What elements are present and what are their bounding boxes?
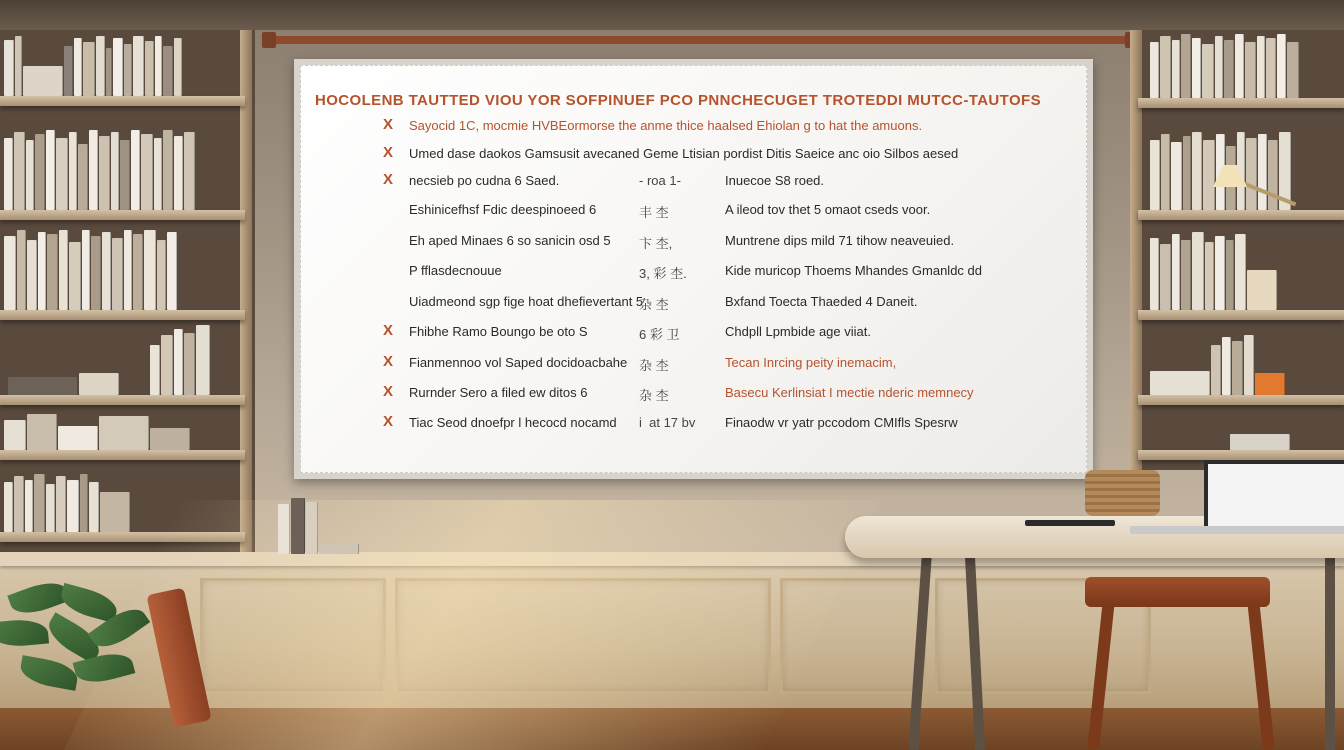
book xyxy=(1192,38,1201,98)
right-bookshelf xyxy=(1130,30,1344,470)
row-symbol: 丰 杢 xyxy=(639,205,669,220)
book xyxy=(157,240,166,310)
row-text: Eshinicefhsf Fdic deespinoeed 6 xyxy=(409,202,597,217)
board-row xyxy=(301,322,1087,344)
row-text: Fianmennoo vol Saped docidoacbahe xyxy=(409,355,628,370)
box xyxy=(79,373,119,395)
book xyxy=(1172,234,1180,310)
book xyxy=(278,504,290,554)
book xyxy=(27,240,37,310)
book xyxy=(1287,42,1299,98)
book xyxy=(35,134,45,210)
row-text: Eh aped Minaes 6 so sanicin osd 5 xyxy=(409,233,611,248)
book xyxy=(184,333,195,395)
book-row xyxy=(1150,330,1285,395)
book xyxy=(74,38,82,96)
row-text: Umed dase daokos Gamsusit avecaned Geme Ltisian pordist Ditis Saeice anc oio Silbos aesed xyxy=(409,146,959,161)
left-shelf-board xyxy=(0,395,245,405)
book xyxy=(1202,44,1214,98)
book xyxy=(102,232,111,310)
book xyxy=(83,42,95,96)
book xyxy=(1215,36,1223,98)
book xyxy=(1268,140,1278,210)
row-text: Sayocid 1C, mocmie HVBEormorse the anme thice haalsed Ehiolan g to hat the amuons. xyxy=(409,118,923,133)
book xyxy=(78,144,88,210)
book xyxy=(89,482,99,532)
book xyxy=(1171,142,1182,210)
book-stack xyxy=(58,426,98,450)
cross-mark-icon: X xyxy=(383,322,394,339)
row-description: Inuecoe S8 roed. xyxy=(725,173,825,188)
book-stack xyxy=(1150,371,1210,395)
right-shelf-board xyxy=(1138,450,1344,460)
book-stack xyxy=(319,544,359,554)
laptop-base xyxy=(1130,526,1344,534)
right-shelf-board xyxy=(1138,395,1344,405)
book xyxy=(124,230,132,310)
row-symbol: i at 17 bv xyxy=(639,415,696,430)
book-row xyxy=(4,126,195,210)
row-text: Uiadmeond sgp fige hoat dhefievertant 5 xyxy=(409,294,644,309)
book xyxy=(1205,242,1214,310)
book xyxy=(163,46,173,96)
jar xyxy=(1247,270,1277,310)
book xyxy=(14,132,25,210)
book xyxy=(133,36,144,96)
orange-box xyxy=(1255,373,1285,395)
cross-mark-icon: X xyxy=(383,413,394,430)
book xyxy=(99,136,110,210)
board-row xyxy=(301,353,1087,375)
book xyxy=(25,480,33,532)
book xyxy=(14,476,24,532)
book xyxy=(155,36,162,96)
book xyxy=(89,130,98,210)
book xyxy=(1244,335,1254,395)
cross-mark-icon: X xyxy=(383,383,394,400)
book xyxy=(1277,34,1286,98)
cross-mark-icon: X xyxy=(383,171,394,188)
book xyxy=(124,44,132,96)
basket xyxy=(1085,470,1160,516)
book xyxy=(1245,42,1256,98)
whiteboard xyxy=(300,65,1087,473)
board-title: HOCOLENB TAUTTED VIOU YOR SOFPINUEF PCO PNNCHECUGET TROTEDDI MUTCC-TAUTOFS xyxy=(315,92,1041,109)
book xyxy=(1203,140,1215,210)
book-row xyxy=(150,322,210,395)
leaf xyxy=(18,655,80,691)
book xyxy=(59,230,68,310)
book xyxy=(15,36,22,96)
book xyxy=(1181,34,1191,98)
book xyxy=(91,236,101,310)
book-row xyxy=(4,226,177,310)
book-row xyxy=(1230,430,1290,450)
row-symbol: 3, 彩 杢. xyxy=(639,266,687,281)
cross-mark-icon: X xyxy=(383,144,394,161)
cross-mark-icon: X xyxy=(383,116,394,133)
row-symbol: 杂 杢 xyxy=(639,358,669,373)
book xyxy=(56,138,68,210)
box xyxy=(4,420,26,450)
book xyxy=(144,230,156,310)
book xyxy=(4,236,16,310)
book xyxy=(1211,345,1221,395)
book-row xyxy=(4,470,130,532)
row-description: Muntrene dips mild 71 tihow neaveuied. xyxy=(725,233,955,248)
board-row xyxy=(301,116,1087,138)
book xyxy=(1150,140,1160,210)
book xyxy=(1226,240,1234,310)
book xyxy=(1172,40,1180,98)
book xyxy=(1222,337,1231,395)
book-row xyxy=(1150,230,1277,310)
book xyxy=(113,38,123,96)
book xyxy=(4,40,14,96)
binder xyxy=(99,416,149,450)
left-bookshelf xyxy=(0,30,255,560)
book xyxy=(1160,244,1171,310)
board-row xyxy=(301,231,1087,253)
book xyxy=(82,230,90,310)
book xyxy=(1183,136,1191,210)
book xyxy=(46,484,55,532)
book xyxy=(69,242,81,310)
book-row xyxy=(4,30,182,96)
chair-back xyxy=(1085,577,1270,607)
book xyxy=(163,130,173,210)
book-stack xyxy=(8,377,78,395)
board-row xyxy=(301,413,1087,435)
board-row xyxy=(301,144,1087,166)
book xyxy=(4,138,13,210)
left-shelf-board xyxy=(0,310,245,320)
ceiling-trim xyxy=(0,0,1344,30)
book xyxy=(161,335,173,395)
board-row xyxy=(301,261,1087,283)
book xyxy=(1181,240,1191,310)
book xyxy=(1192,132,1202,210)
board-row xyxy=(301,383,1087,405)
row-symbol: 杂 杢 xyxy=(639,388,669,403)
book xyxy=(167,232,177,310)
book xyxy=(1150,42,1159,98)
left-shelf-board xyxy=(0,450,245,460)
book xyxy=(80,474,88,532)
book-stack xyxy=(23,66,63,96)
book xyxy=(38,232,46,310)
book xyxy=(1192,232,1204,310)
box xyxy=(1230,434,1290,450)
board-rail xyxy=(265,36,1130,44)
row-symbol: 杂 杢 xyxy=(639,297,669,312)
row-description: A ileod tov thet 5 omaot cseds voor. xyxy=(725,202,931,217)
row-description: Bxfand Toecta Thaeded 4 Daneit. xyxy=(725,294,918,309)
book xyxy=(1161,134,1170,210)
ledge-books xyxy=(278,496,359,554)
row-text: necsieb po cudna 6 Saed. xyxy=(409,173,560,188)
book xyxy=(1246,138,1257,210)
book xyxy=(174,136,183,210)
board-row xyxy=(301,292,1087,314)
tablet xyxy=(1025,520,1115,526)
book xyxy=(174,329,183,395)
row-description: Chdpll Lpmbide age viiat. xyxy=(725,324,871,339)
book xyxy=(141,134,153,210)
row-symbol: 卞 杢, xyxy=(639,236,673,251)
book xyxy=(1232,341,1243,395)
laptop-screen xyxy=(1204,460,1344,534)
book xyxy=(1160,36,1171,98)
row-text: Fhibhe Ramo Boungo be oto S xyxy=(409,324,588,339)
book-row xyxy=(8,372,119,395)
book xyxy=(1150,238,1159,310)
row-text: Tiac Seod dnoefpr l hecocd nocamd xyxy=(409,415,617,430)
book xyxy=(64,46,73,96)
book xyxy=(111,132,119,210)
book xyxy=(4,482,13,532)
book xyxy=(1257,36,1265,98)
box xyxy=(100,492,130,532)
book xyxy=(1215,236,1225,310)
book xyxy=(1235,234,1246,310)
book xyxy=(306,502,318,554)
book xyxy=(56,476,66,532)
row-text: Rurnder Sero a filed ew ditos 6 xyxy=(409,385,588,400)
book xyxy=(112,238,123,310)
left-shelf-side xyxy=(240,30,252,560)
row-description: Kide muricop Thoems Mhandes Gmanldc dd xyxy=(725,263,982,278)
row-symbol: - roa 1- xyxy=(639,173,681,188)
book xyxy=(120,140,130,210)
book xyxy=(133,234,143,310)
plant-icon xyxy=(0,575,170,715)
book xyxy=(96,36,105,96)
book xyxy=(47,234,58,310)
book xyxy=(69,132,77,210)
book xyxy=(1266,38,1276,98)
book xyxy=(67,480,79,532)
book xyxy=(34,474,45,532)
board-row xyxy=(301,171,1087,193)
row-symbol: 6 彩 卫 xyxy=(639,327,680,342)
left-shelf-board xyxy=(0,96,245,106)
book-row xyxy=(4,406,190,450)
box xyxy=(27,414,57,450)
book xyxy=(1258,134,1267,210)
leaf xyxy=(0,618,49,649)
book xyxy=(174,38,182,96)
rail-cap-left xyxy=(262,32,276,48)
book xyxy=(26,140,34,210)
book xyxy=(106,48,112,96)
row-description: Basecu Kerlinsiat I mectie nderic memnecy xyxy=(725,385,974,400)
right-shelf-board xyxy=(1138,210,1344,220)
book xyxy=(154,138,162,210)
book xyxy=(184,132,195,210)
book-row xyxy=(1150,32,1299,98)
cross-mark-icon: X xyxy=(383,353,394,370)
left-shelf-board xyxy=(0,210,245,220)
desk-leg xyxy=(1325,555,1335,750)
book xyxy=(17,230,26,310)
book xyxy=(291,498,305,554)
book xyxy=(145,41,154,96)
row-description: Finaodw vr yatr pccodom CMIfls Spesrw xyxy=(725,415,958,430)
book xyxy=(131,130,140,210)
right-shelf-board xyxy=(1138,310,1344,320)
right-shelf-board xyxy=(1138,98,1344,108)
row-text: P fflasdecnouue xyxy=(409,263,502,278)
book xyxy=(196,325,210,395)
book xyxy=(150,345,160,395)
book xyxy=(1224,40,1234,98)
board-row xyxy=(301,200,1087,222)
book xyxy=(46,130,55,210)
book xyxy=(1235,34,1244,98)
row-description: Tecan Inrcing peity inemacim, xyxy=(725,355,897,370)
book-stack xyxy=(150,428,190,450)
book-row xyxy=(1150,130,1291,210)
